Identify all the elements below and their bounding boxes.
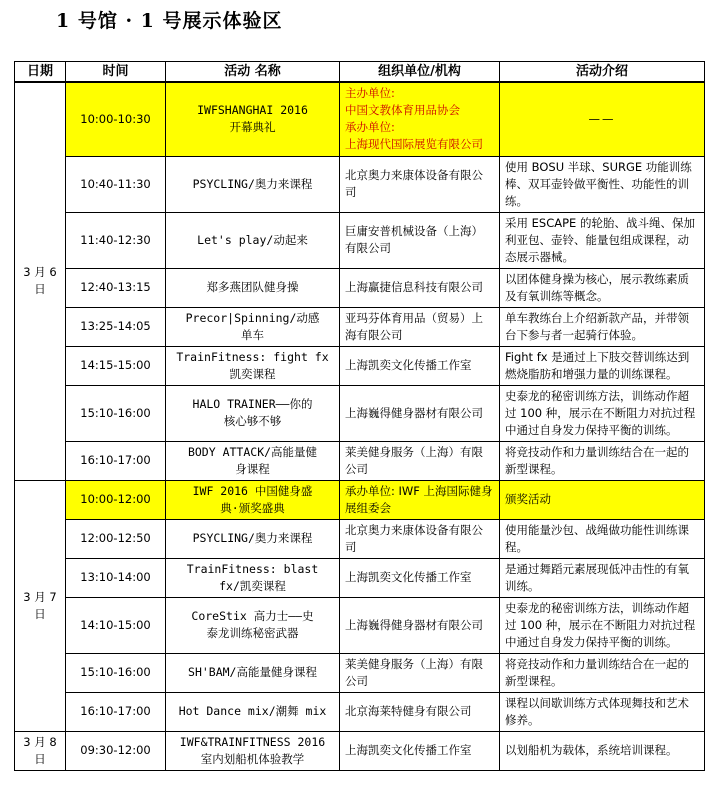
activity-line: TrainFitness: blast (186, 561, 319, 576)
activity-line: 泰龙训练秘密武器 (206, 626, 299, 640)
organizer-line: 北京奥力来康体设备有限公司 (345, 522, 483, 554)
activity-line: 核心够不够 (223, 414, 282, 428)
organizer-line: 上海凯奕文化传播工作室 (345, 570, 472, 584)
activity-cell (166, 558, 340, 597)
table-row (15, 82, 705, 156)
table-header-row (15, 62, 705, 83)
activity-line: IWF&TRAINFITNESS 2016 (179, 734, 326, 749)
activity-line: SH'BAM/高能量健身课程 (188, 665, 317, 679)
organizer-line: 承办单位: IWF 上海国际健身展组委会 (345, 483, 493, 515)
time-cell: 15:10-16:00 (66, 385, 166, 441)
activity-cell (166, 480, 340, 519)
organizer-line: 上海凯奕文化传播工作室 (345, 358, 472, 372)
activity-cell (166, 307, 340, 346)
activity-line: 单车 (241, 327, 264, 342)
time-cell: 13:25-14:05 (66, 307, 166, 346)
header-organizer: 组织单位/机构 (340, 62, 500, 83)
table-row (15, 307, 705, 346)
organizer-cell (340, 480, 500, 519)
description-cell: 使用能量沙包、战绳做功能性训练课程。 (500, 519, 705, 558)
activity-line: 典·颁奖盛典 (220, 500, 285, 515)
description-cell: —— (500, 82, 705, 156)
header-activity: 活动 名称 (166, 62, 340, 83)
organizer-cell (340, 558, 500, 597)
activity-line: Hot Dance mix/潮舞 mix (178, 704, 327, 718)
description-cell: 将竞技动作和力量训练结合在一起的新型课程。 (500, 653, 705, 692)
date-line: 日 (34, 751, 46, 766)
activity-line: CoreStix 高力士——史 (191, 609, 314, 623)
activity-line: IWF 2016 中国健身盛 (192, 483, 313, 498)
organizer-cell (340, 597, 500, 653)
table-row (15, 692, 705, 731)
table-row (15, 653, 705, 692)
time-cell: 16:10-17:00 (66, 692, 166, 731)
organizer-line: 主办单位: (345, 86, 395, 101)
page-title: 1 号馆 · 1 号展示体验区 (56, 10, 283, 32)
header-description: 活动介绍 (500, 62, 705, 83)
table-row (15, 268, 705, 307)
organizer-cell (340, 441, 500, 480)
activity-cell (166, 692, 340, 731)
organizer-cell (340, 653, 500, 692)
time-cell: 09:30-12:00 (66, 731, 166, 770)
table-row (15, 731, 705, 770)
description-cell: 颁奖活动 (500, 480, 705, 519)
description-cell: 将竞技动作和力量训练结合在一起的新型课程。 (500, 441, 705, 480)
time-cell: 10:40-11:30 (66, 156, 166, 212)
organizer-line: 上海巍得健身器材有限公司 (345, 405, 483, 420)
date-line: 日 (34, 282, 46, 297)
organizer-line: 莱美健身服务（上海）有限公司 (345, 444, 483, 476)
time-cell: 10:00-12:00 (66, 480, 166, 519)
activity-cell (166, 212, 340, 268)
activity-line: 郑多燕团队健身操 (206, 280, 299, 294)
description-cell: 采用 ESCAPE 的轮胎、战斗绳、保加利亚包、壶铃、能量包组成课程，动态展示器械。 (500, 212, 705, 268)
activity-cell (166, 82, 340, 156)
table-row (15, 441, 705, 480)
time-cell: 15:10-16:00 (66, 653, 166, 692)
header-date: 日期 (15, 62, 66, 83)
activity-cell (166, 597, 340, 653)
organizer-line: 上海凯奕文化传播工作室 (345, 743, 472, 757)
table-row (15, 558, 705, 597)
organizer-cell (340, 346, 500, 385)
time-cell: 16:10-17:00 (66, 441, 166, 480)
organizer-cell (340, 212, 500, 268)
description-cell: 使用 BOSU 半球、SURGE 功能训练棒、双耳壶铃做平衡性、功能性的训练。 (500, 156, 705, 212)
table-row (15, 519, 705, 558)
organizer-cell (340, 519, 500, 558)
activity-cell (166, 385, 340, 441)
organizer-cell (340, 692, 500, 731)
description-cell: 史泰龙的秘密训练方法，训练动作超过 100 种，展示在不断阻力对抗过程中通过自身发力保持平衡的训练。 (500, 385, 705, 441)
organizer-line: 北京奥力来康体设备有限公司 (345, 168, 483, 199)
description-cell: 史泰龙的秘密训练方法，训练动作超过 100 种，展示在不断阻力对抗过程中通过自身发力保持平衡的训练。 (500, 597, 705, 653)
organizer-cell (340, 307, 500, 346)
organizer-line: 上海赢捷信息科技有限公司 (345, 280, 483, 294)
activity-cell (166, 156, 340, 212)
description-cell: 是通过舞蹈元素展现低冲击性的有氧训练。 (500, 558, 705, 597)
organizer-line: 巨庸安普机械设备（上海）有限公司 (345, 224, 483, 255)
date-cell (15, 82, 66, 480)
description-cell: 以划船机为载体，系统培训课程。 (500, 731, 705, 770)
date-cell (15, 480, 66, 731)
activity-cell (166, 731, 340, 770)
date-line: 日 (34, 606, 46, 621)
activity-line: IWFSHANGHAI 2016 (197, 103, 308, 118)
table-row (15, 597, 705, 653)
activity-line: TrainFitness: fight fx (176, 349, 329, 364)
activity-line: Precor|Spinning/动感 (185, 310, 320, 325)
time-cell: 14:15-15:00 (66, 346, 166, 385)
schedule-table (14, 61, 705, 771)
header-time: 时间 (66, 62, 166, 83)
activity-line: HALO TRAINER——你的 (192, 397, 313, 411)
activity-line: PSYCLING/奥力来课程 (192, 531, 313, 545)
date-line: 3 月 7 (23, 589, 57, 604)
time-cell: 10:00-10:30 (66, 82, 166, 156)
organizer-cell (340, 731, 500, 770)
organizer-line: 亚玛芬体育用品（贸易）上海有限公司 (345, 310, 483, 342)
activity-line: 室内划船机体验教学 (200, 751, 305, 766)
activity-cell (166, 519, 340, 558)
activity-line: fx/凯奕课程 (219, 578, 286, 593)
description-cell: 单车教练台上介绍新款产品，并带领台下参与者一起骑行体验。 (500, 307, 705, 346)
date-line: 3 月 6 (23, 265, 57, 280)
description-cell: 课程以间歇训练方式体现舞技和艺术修养。 (500, 692, 705, 731)
table-row (15, 385, 705, 441)
date-cell (15, 731, 66, 770)
table-row (15, 346, 705, 385)
table-row (15, 212, 705, 268)
activity-line: Let's play/动起来 (197, 232, 308, 247)
organizer-line: 莱美健身服务（上海）有限公司 (345, 656, 483, 688)
organizer-line: 北京海莱特健身有限公司 (345, 704, 472, 718)
date-line: 3 月 8 (23, 734, 57, 749)
organizer-cell (340, 82, 500, 156)
activity-line: BODY ATTACK/高能量健 (187, 444, 318, 459)
time-cell: 12:00-12:50 (66, 519, 166, 558)
organizer-line: 承办单位: (345, 120, 395, 135)
activity-line: PSYCLING/奥力来课程 (192, 176, 313, 191)
activity-cell (166, 268, 340, 307)
activity-line: 身课程 (235, 461, 270, 476)
activity-cell (166, 346, 340, 385)
activity-line: 开幕典礼 (229, 120, 276, 135)
organizer-cell (340, 385, 500, 441)
organizer-line: 中国文教体育用品协会 (345, 103, 460, 118)
organizer-line: 上海现代国际展览有限公司 (345, 137, 483, 152)
table-row (15, 480, 705, 519)
description-cell: Fight fx 是通过上下肢交替训练达到燃烧脂肪和增强力量的训练课程。 (500, 346, 705, 385)
table-row (15, 156, 705, 212)
activity-cell (166, 441, 340, 480)
time-cell: 14:10-15:00 (66, 597, 166, 653)
activity-cell (166, 653, 340, 692)
time-cell: 12:40-13:15 (66, 268, 166, 307)
time-cell: 13:10-14:00 (66, 558, 166, 597)
activity-line: 凯奕课程 (229, 366, 276, 381)
organizer-cell (340, 156, 500, 212)
description-cell: 以团体健身操为核心，展示教练素质及有氧训练等概念。 (500, 268, 705, 307)
organizer-line: 上海巍得健身器材有限公司 (345, 617, 483, 632)
organizer-cell (340, 268, 500, 307)
time-cell: 11:40-12:30 (66, 212, 166, 268)
